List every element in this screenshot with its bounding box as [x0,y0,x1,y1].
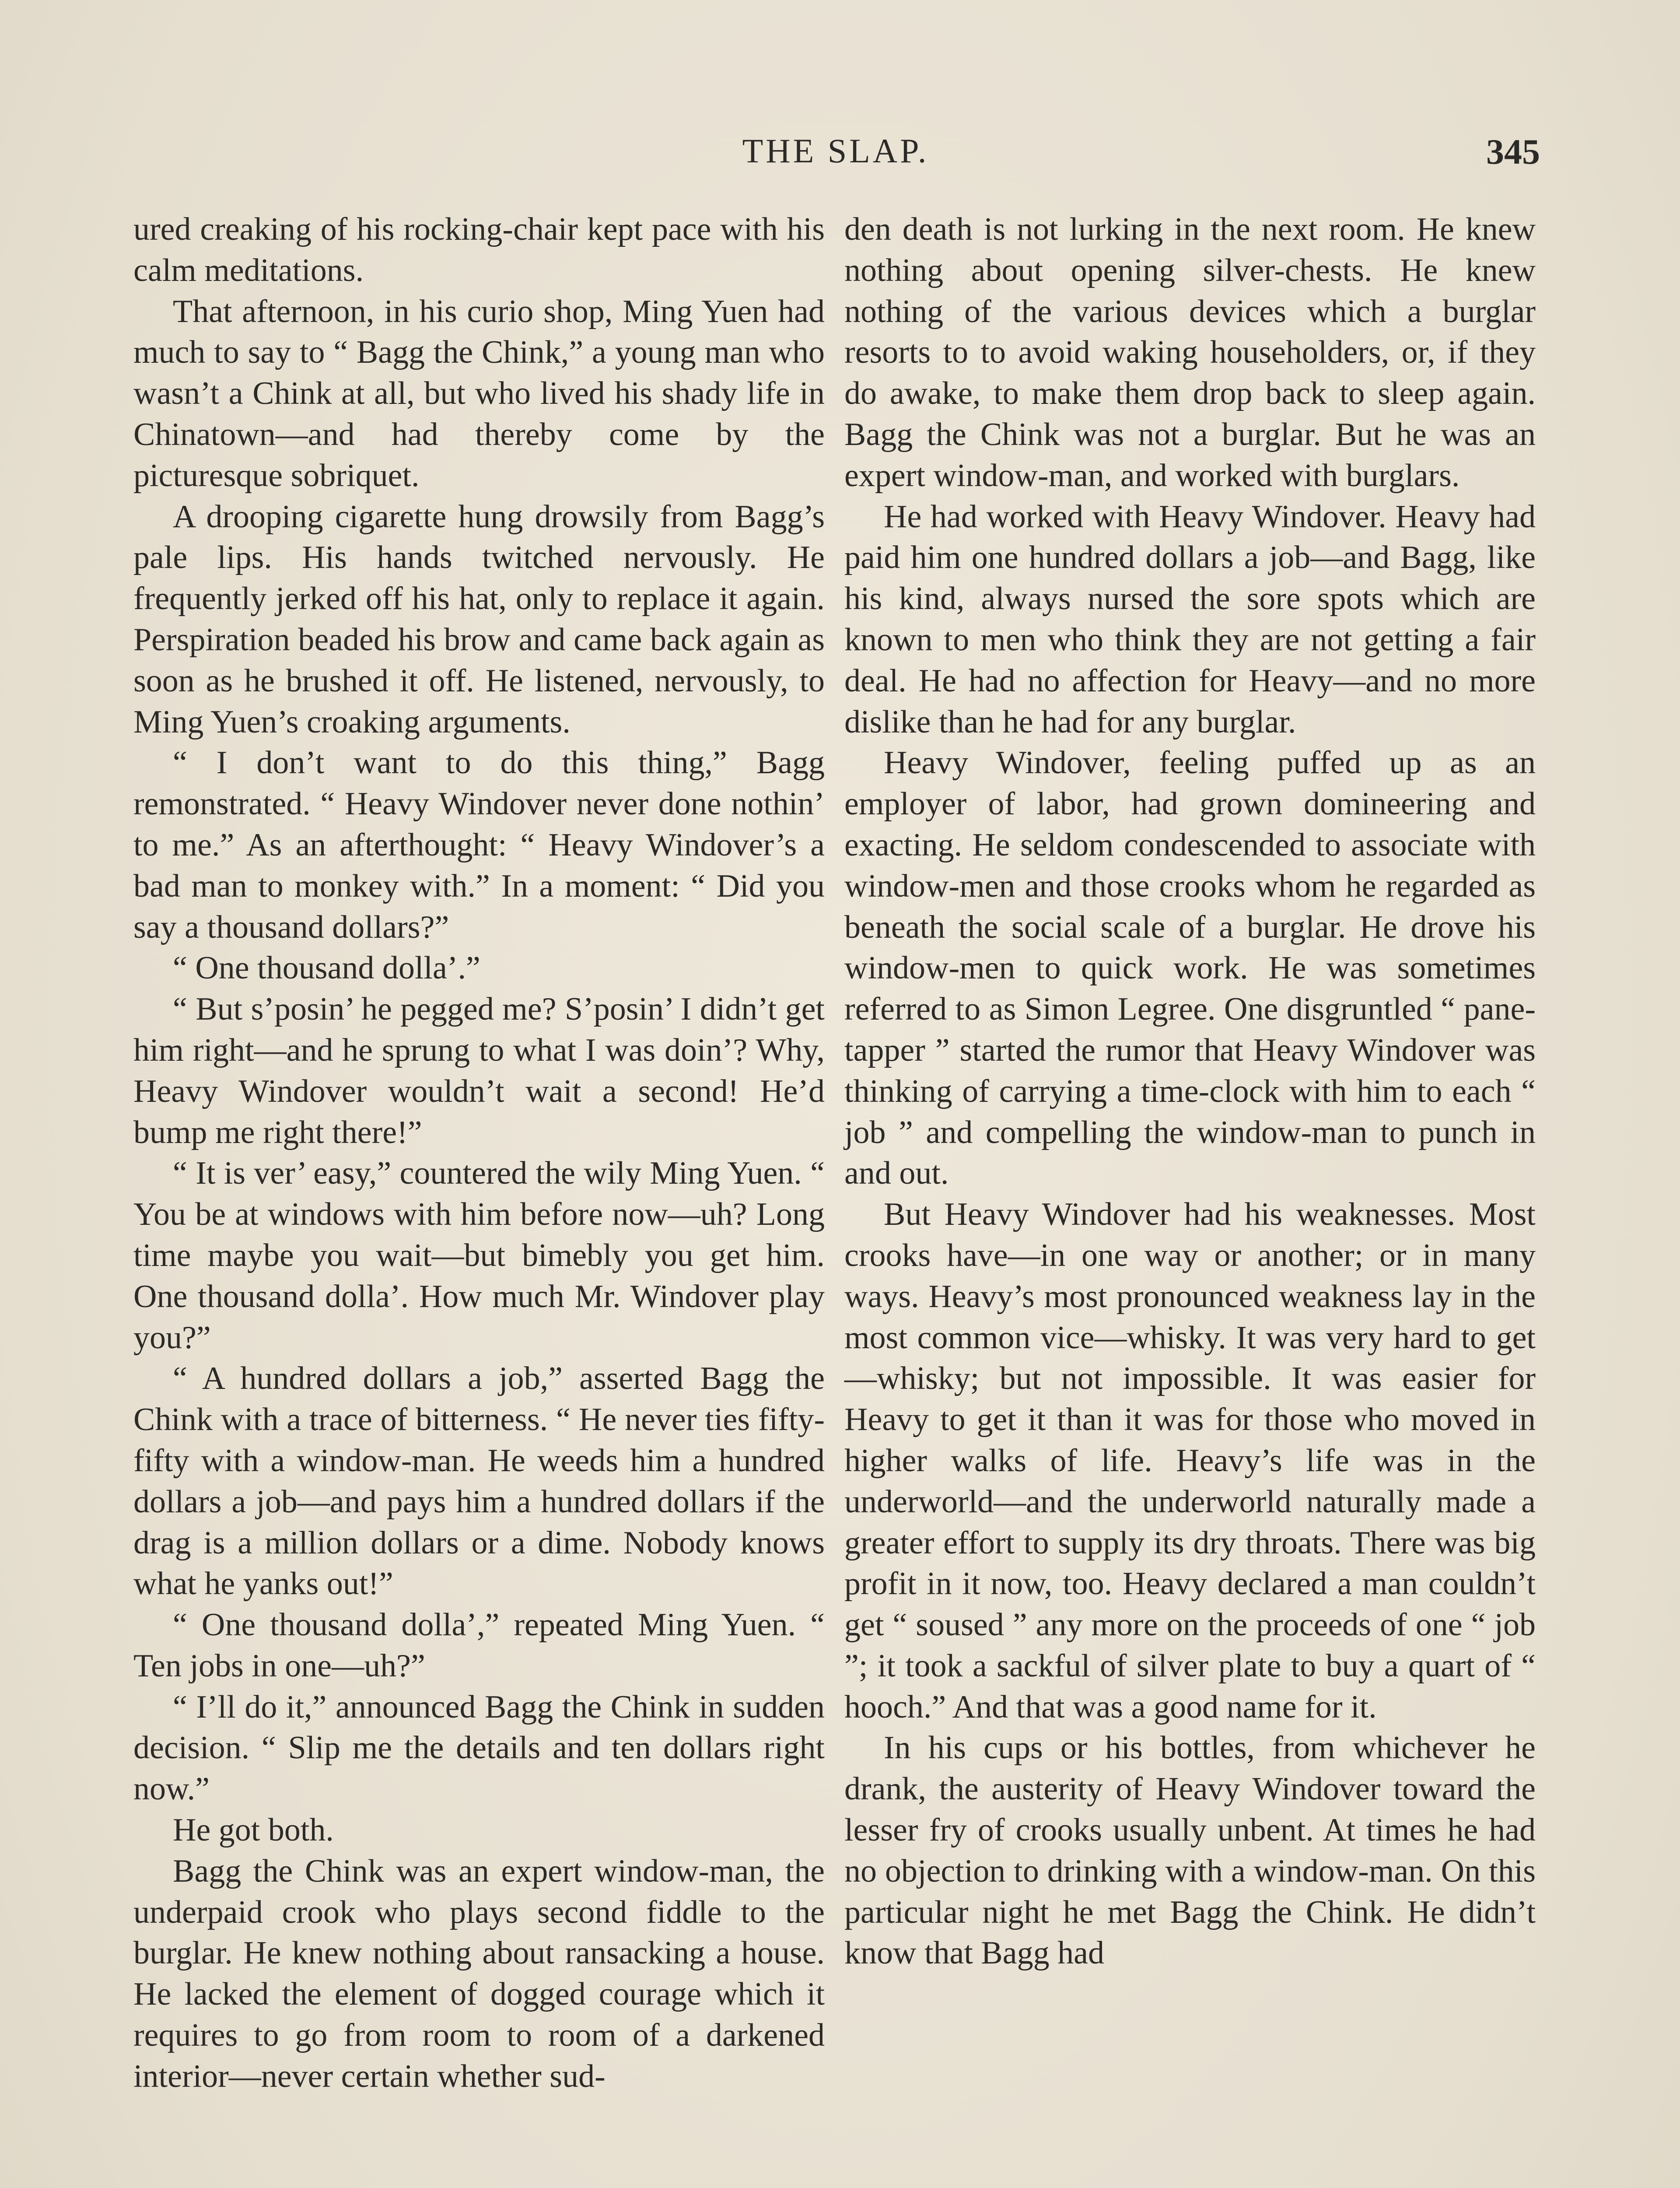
paragraph: “ A hundred dollars a job,” asserted Bagg the Chink with a trace of bitterness. “ He never ties fifty-fifty with a window-man. He weeds him a hundred dollars a job—and pays him a hundred dollars if the drag is a million dollars or a dime. Nobody knows what he yanks out!” [133,1360,825,1602]
paragraph: He got both. [173,1812,334,1848]
paragraph: He had worked with Heavy Windover. Heavy had paid him one hundred dollars a job—and Bagg, like his kind, always nursed the sore spots which are known to men who think they are not getting a fair deal. He had no affection for Heavy—and no more dislike than he had for any burglar. [844,498,1536,740]
paragraph: “ It is ver’ easy,” countered the wily Ming Yuen. “ You be at windows with him before now—uh? Long time maybe you wait—but bimebly you get him. One thousand dolla’. How much Mr. Windover play you?” [133,1155,825,1356]
paragraph: Bagg the Chink was an expert window-man, the underpaid crook who plays second fiddle to the burglar. He knew nothing about ransacking a house. He lacked the element of dogged courage which it requires to go from room to room of a darkened interior—never certain whether sud- [133,1853,825,2094]
right-text-column [844,209,1536,1974]
paragraph: den death is not lurking in the next room. He knew nothing about opening silver-chests. He knew nothing of the various devices which a burglar resorts to to avoid waking householders, or, if they do awake, to make them drop back to sleep again. Bagg the Chink was not a burglar. But he was an expert window-man, and worked with burglars. [844,211,1536,494]
paragraph: “ But s’posin’ he pegged me? S’posin’ I didn’t get him right—and he sprung to what I was doin’? Why, Heavy Windover wouldn’t wait a second! He’d bump me right there!” [133,991,825,1150]
story-title: THE SLAP. [742,132,929,170]
paragraph: A drooping cigarette hung drowsily from Bagg’s pale lips. His hands twitched nervously. He frequently jerked off his hat, only to replace it again. Perspiration beaded his brow and came back again as soon as he brushed it off. He listened, nervously, to Ming Yuen’s croaking arguments. [133,498,825,740]
running-header [131,131,1540,179]
paragraph: “ One thousand dolla’,” repeated Ming Yuen. “ Ten jobs in one—uh?” [133,1607,825,1684]
paragraph: That afternoon, in his curio shop, Ming Yuen had much to say to “ Bagg the Chink,” a young man who wasn’t a Chink at all, but who lived his shady life in Chinatown—and had thereby come by the picturesque sobriquet. [133,293,825,494]
paragraph: In his cups or his bottles, from whichever he drank, the austerity of Heavy Windover toward the lesser fry of crooks usually unbent. At times he had no objection to drinking with a window-man. On this particular night he met Bagg the Chink. He didn’t know that Bagg had [844,1730,1536,1971]
paragraph: “ One thousand dolla’.” [173,950,480,986]
left-text-column [133,209,825,2097]
paragraph: But Heavy Windover had his weaknesses. Most crooks have—in one way or another; or in many ways. Heavy’s most pronounced weakness lay in the most common vice—whisky. It was very hard to get—whisky; but not impossible. It was easier for Heavy to get it than it was for those who moved in higher walks of life. Heavy’s life was in the underworld—and the underworld naturally made a greater effort to supply its dry throats. There was big profit in it now, too. Heavy declared a man couldn’t get “ soused ” any more on the proceeds of one “ job ”; it took a sackful of silver plate to buy a quart of “ hooch.” And that was a good name for it. [844,1196,1536,1725]
paragraph: ured creaking of his rocking-chair kept pace with his calm meditations. [133,211,825,288]
paragraph: Heavy Windover, feeling puffed up as an employer of labor, had grown domineering and exacting. He seldom condescended to associate with window-men and those crooks whom he regarded as beneath the social scale of a burglar. He drove his window-men to quick work. He was sometimes referred to as Simon Legree. One disgruntled “ pane-tapper ” started the rumor that Heavy Windover was thinking of carrying a time-clock with him to each “ job ” and compelling the window-man to punch in and out. [844,745,1536,1192]
paragraph: “ I’ll do it,” announced Bagg the Chink in sudden decision. “ Slip me the details and ten dollars right now.” [133,1689,825,1807]
paragraph: “ I don’t want to do this thing,” Bagg remonstrated. “ Heavy Windover never done nothin’ to me.” As an afterthought: “ Heavy Windover’s a bad man to monkey with.” In a moment: “ Did you say a thousand dollars?” [133,745,825,945]
page-number: 345 [1486,132,1540,172]
